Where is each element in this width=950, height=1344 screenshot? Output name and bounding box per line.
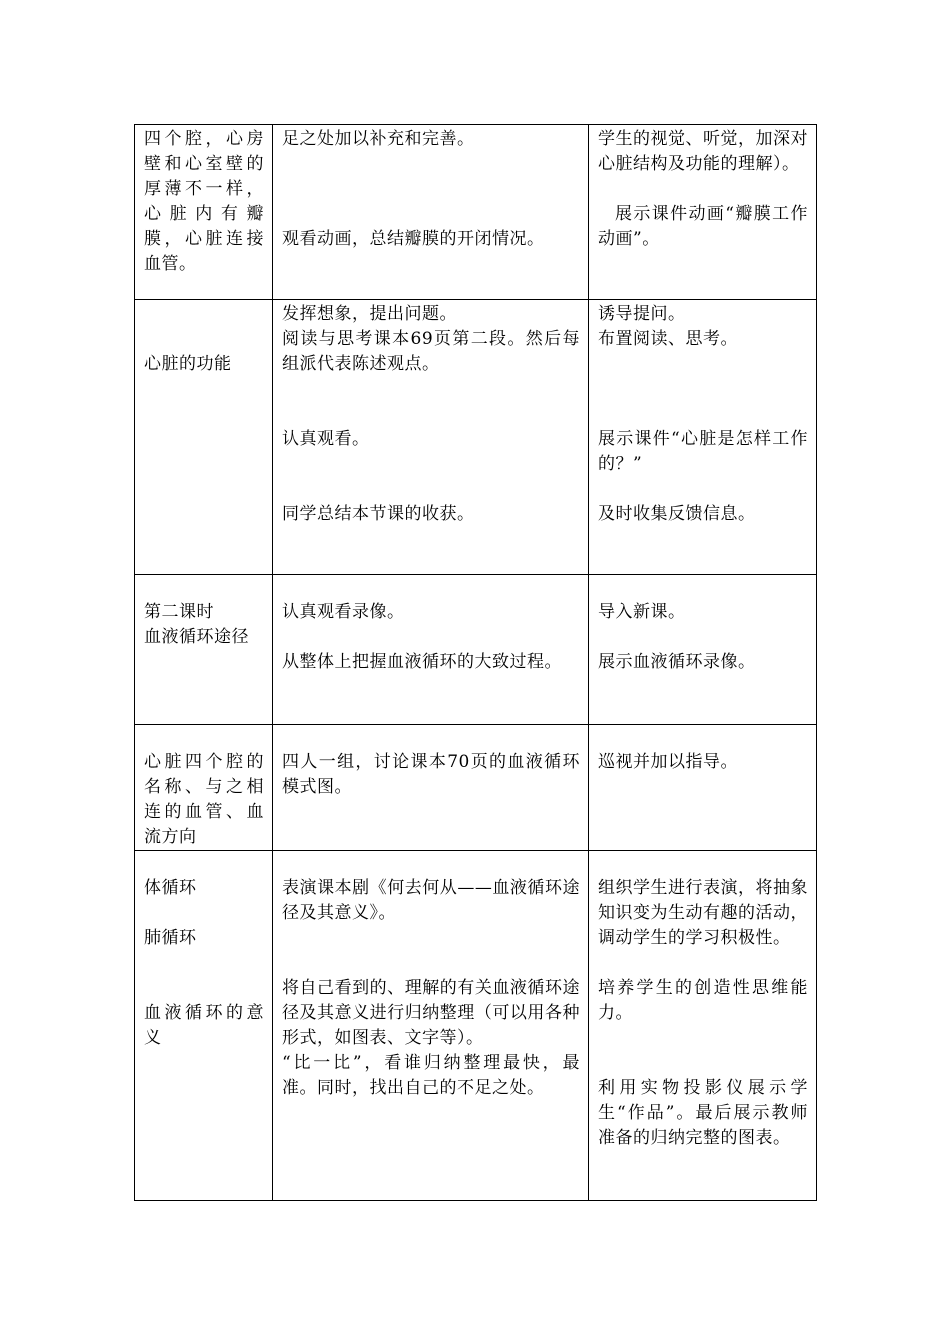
cell-text: 同学总结本节课的收获。 <box>282 504 475 524</box>
spacer <box>144 901 264 926</box>
table-row <box>135 851 817 1201</box>
topic-cell <box>135 300 273 575</box>
spacer <box>282 452 580 502</box>
spacer <box>598 477 808 502</box>
teacher-activity-cell <box>589 125 817 300</box>
spacer <box>598 352 808 427</box>
table-row <box>135 575 817 725</box>
cell-text: 足之处加以补充和完善。 <box>282 129 475 149</box>
spacer <box>282 926 580 976</box>
cell-text: 第二课时 <box>144 602 214 622</box>
cell-text: 肺循环 <box>144 928 197 948</box>
cell-text: 布置阅读、思考。 <box>598 329 738 349</box>
cell-text: 四人一组，讨论课本70页的血液循环模式图。 <box>282 752 580 797</box>
cell-text: 利用实物投影仪展示学生“作品”。最后展示教师准备的归纳完整的图表。 <box>598 1078 808 1148</box>
spacer <box>598 951 808 976</box>
cell-text: 观看动画，总结瓣膜的开闭情况。 <box>282 229 545 249</box>
student-activity-cell <box>273 575 589 725</box>
table-row <box>135 725 817 851</box>
topic-cell <box>135 125 273 300</box>
cell-text: 诱导提问。 <box>598 304 686 324</box>
topic-cell <box>135 575 273 725</box>
cell-text: 认真观看录像。 <box>282 602 405 622</box>
spacer <box>282 152 580 227</box>
teacher-activity-cell <box>589 300 817 575</box>
cell-text: “比一比”，看谁归纳整理最快，最准。同时，找出自己的不足之处。 <box>282 1053 580 1098</box>
cell-text: 展示血液循环录像。 <box>598 652 756 672</box>
student-activity-cell <box>273 851 589 1201</box>
cell-text: 血液循环途径 <box>144 627 249 647</box>
cell-text: 组织学生进行表演，将抽象知识变为生动有趣的活动，调动学生的学习积极性。 <box>598 878 808 948</box>
lesson-plan-table <box>134 124 817 1201</box>
student-activity-cell <box>273 300 589 575</box>
spacer <box>598 177 808 202</box>
teacher-activity-cell <box>589 575 817 725</box>
spacer <box>282 377 580 427</box>
cell-text: 发挥想象，提出问题。 <box>282 304 457 324</box>
cell-text: 认真观看。 <box>282 429 370 449</box>
cell-text: 导入新课。 <box>598 602 686 622</box>
teacher-activity-cell <box>589 725 817 851</box>
cell-text: 表演课本剧《何去何从——血液循环途径及其意义》。 <box>282 878 580 923</box>
teacher-activity-cell <box>589 851 817 1201</box>
student-activity-cell <box>273 125 589 300</box>
topic-cell <box>135 725 273 851</box>
spacer <box>144 951 264 1001</box>
cell-text: 阅读与思考课本69页第二段。然后每组派代表陈述观点。 <box>282 329 580 374</box>
topic-cell <box>135 851 273 1201</box>
cell-text: 展示课件动画“瓣膜工作动画”。 <box>598 204 808 249</box>
cell-text: 学生的视觉、听觉，加深对心脏结构及功能的理解）。 <box>598 129 808 174</box>
spacer <box>598 625 808 650</box>
spacer <box>282 625 580 650</box>
cell-text: 四个腔，心房壁和心室壁的厚薄不一样，心脏内有瓣膜，心脏连接血管。 <box>144 129 264 274</box>
cell-text: 培养学生的创造性思维能力。 <box>598 978 808 1023</box>
cell-text: 心脏四个腔的名称、与之相连的血管、血流方向 <box>144 752 264 847</box>
cell-text: 从整体上把握血液循环的大致过程。 <box>282 652 562 672</box>
cell-text: 将自己看到的、理解的有关血液循环途径及其意义进行归纳整理（可以用各种形式，如图表、文字等）。 <box>282 978 580 1048</box>
spacer <box>598 1026 808 1076</box>
cell-text: 展示课件“心脏是怎样工作的？” <box>598 429 808 474</box>
spacer <box>144 302 264 352</box>
cell-text: 体循环 <box>144 878 197 898</box>
table-row <box>135 125 817 300</box>
cell-text: 及时收集反馈信息。 <box>598 504 756 524</box>
cell-text: 心脏的功能 <box>144 354 232 374</box>
table-row <box>135 300 817 575</box>
student-activity-cell <box>273 725 589 851</box>
cell-text: 血液循环的意义 <box>144 1003 264 1048</box>
cell-text: 巡视并加以指导。 <box>598 752 738 772</box>
